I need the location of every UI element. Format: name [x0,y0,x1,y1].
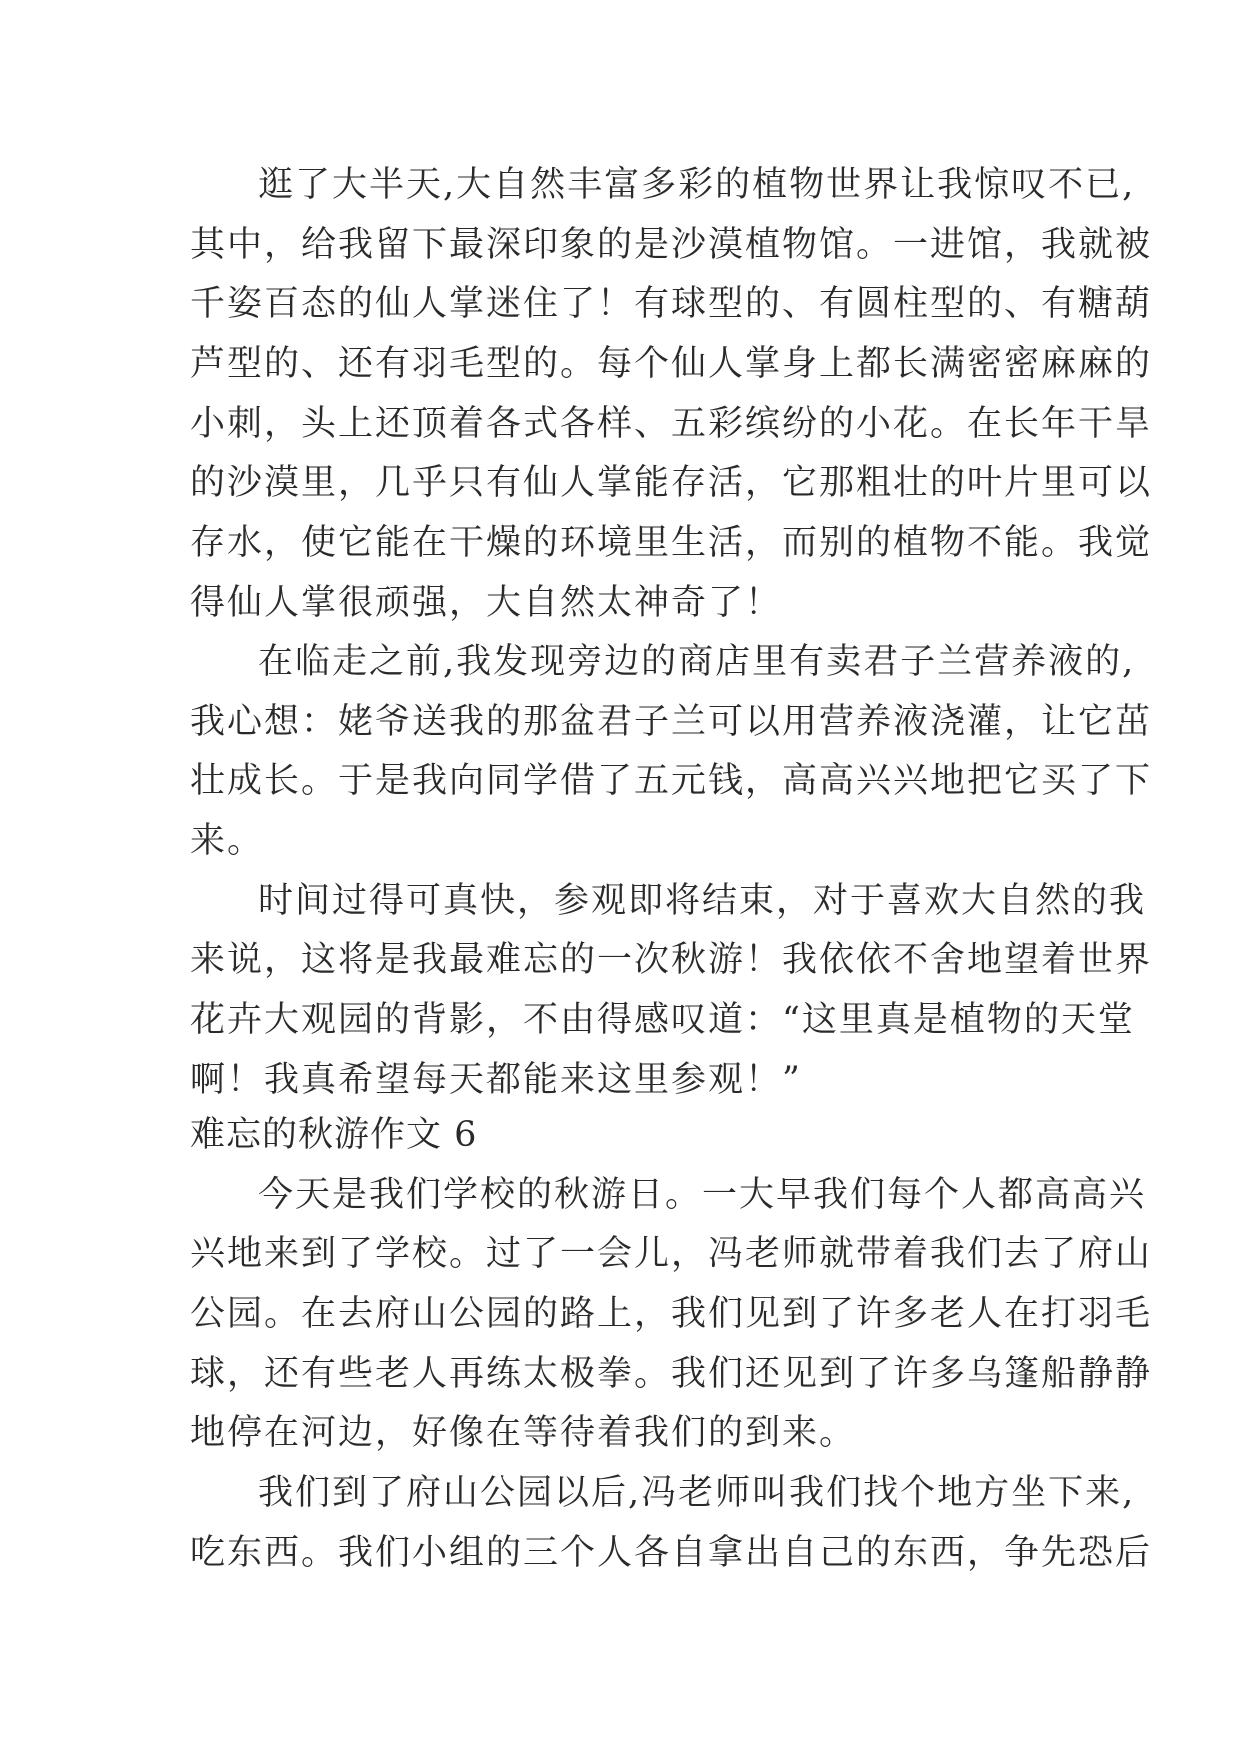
paragraph-line: 存水，使它能在干燥的环境里生活，而别的植物不能。我觉 [190,523,1153,563]
paragraph-line: 啊！我真希望每天都能来这里参观！” [190,1060,802,1100]
paragraph-line: 公园。在去府山公园的路上，我们见到了许多老人在打羽毛 [190,1294,1153,1334]
paragraph-line: 来说，这将是我最难忘的一次秋游！我依依不舍地望着世界 [190,940,1153,980]
paragraph-line: 芦型的、还有羽毛型的。每个仙人掌身上都长满密密麻麻的 [190,344,1153,384]
paragraph-line: 球，还有些老人再练太极拳。我们还见到了许多乌篷船静静 [190,1354,1153,1394]
paragraph-line: 得仙人掌很顽强，大自然太神奇了！ [190,583,783,623]
paragraph-line: 花卉大观园的背影，不由得感叹道：“这里真是植物的天堂 [190,1000,1135,1040]
paragraph-line: 兴地来到了学校。过了一会儿，冯老师就带着我们去了府山 [190,1234,1153,1274]
paragraph-line: 其中，给我留下最深印象的是沙漠植物馆。一进馆，我就被 [190,225,1153,265]
paragraph-line: 我心想：姥爷送我的那盆君子兰可以用营养液浇灌，让它茁 [190,702,1153,742]
paragraph-line: 壮成长。于是我向同学借了五元钱，高高兴兴地把它买了下 [190,761,1153,801]
paragraph-line: 在临走之前,我发现旁边的商店里有卖君子兰营养液的, [258,642,1136,682]
paragraph-line: 时间过得可真快，参观即将结束，对于喜欢大自然的我 [258,881,1147,921]
paragraph-line: 千姿百态的仙人掌迷住了！有球型的、有圆柱型的、有糖葫 [190,284,1153,324]
paragraph-line: 我们到了府山公园以后,冯老师叫我们找个地方坐下来, [258,1473,1136,1513]
paragraph-line: 今天是我们学校的秋游日。一大早我们每个人都高高兴 [258,1175,1147,1215]
paragraph-line: 小刺，头上还顶着各式各样、五彩缤纷的小花。在长年干旱 [190,404,1153,444]
paragraph-line: 逛了大半天,大自然丰富多彩的植物世界让我惊叹不已, [258,165,1136,205]
paragraph-line: 地停在河边，好像在等待着我们的到来。 [190,1413,857,1453]
section-heading: 难忘的秋游作文 6 [190,1115,478,1155]
paragraph-line: 的沙漠里，几乎只有仙人掌能存活，它那粗壮的叶片里可以 [190,463,1153,503]
paragraph-line: 吃东西。我们小组的三个人各自拿出自己的东西，争先恐后 [190,1533,1153,1573]
paragraph-line: 来。 [190,821,265,861]
